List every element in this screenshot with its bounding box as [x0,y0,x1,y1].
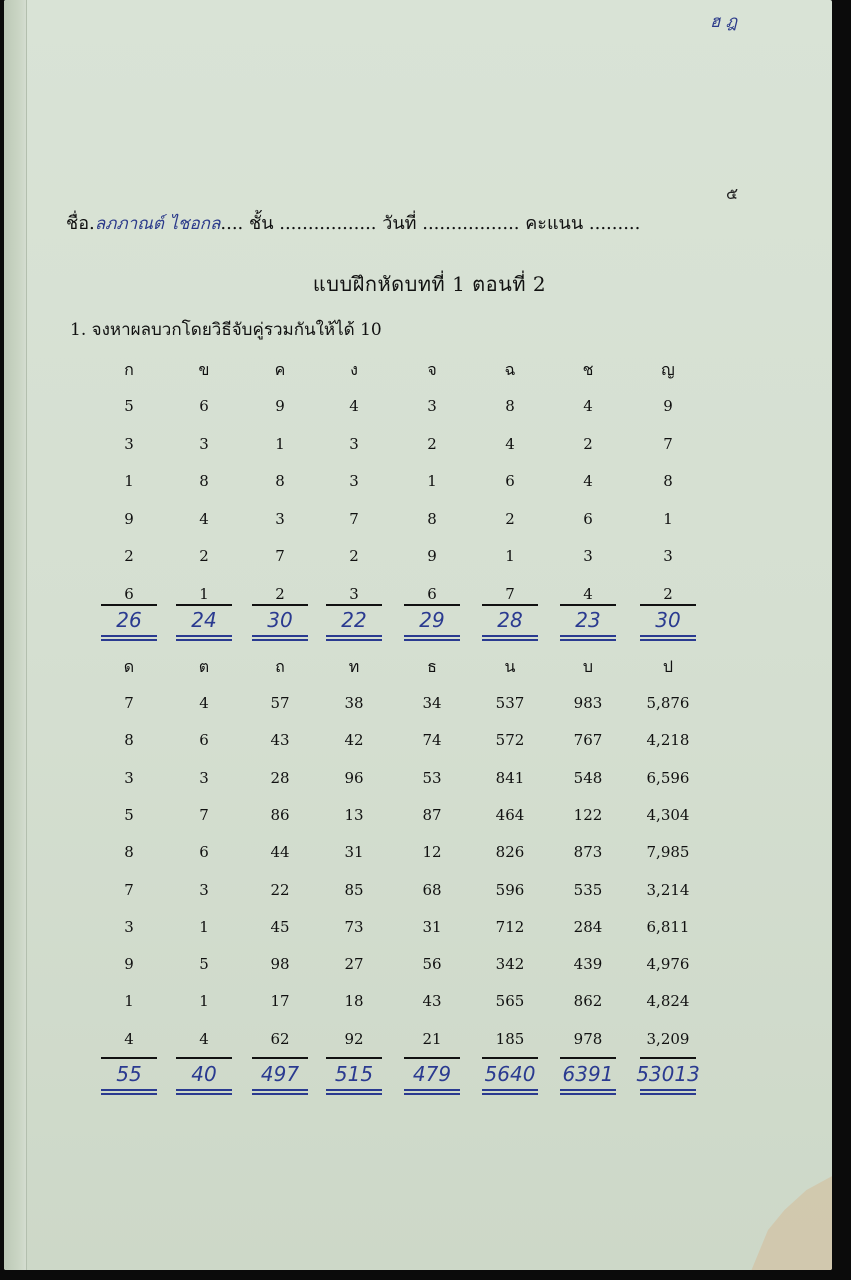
column-header: ฉ [504,360,516,379]
answer-underline [101,1089,157,1091]
addend-number: 122 [573,805,603,824]
addend-number: 42 [344,731,364,750]
addend-number: 284 [573,917,603,936]
answer-underline [482,639,538,641]
corner-handwritten-note: ฮ ฎ [710,12,738,32]
answer-underline [326,639,382,641]
handwritten-answer: 515 [334,1062,374,1086]
page-number: ๕ [726,184,739,203]
answer-underline [404,639,460,641]
handwritten-answer: 53013 [636,1062,700,1086]
addend-number: 9 [275,397,285,415]
date-label: วันที่ [382,213,417,234]
addend-number: 7 [505,584,515,603]
sum-rule [560,604,616,606]
addend-number: 6 [124,584,134,603]
addend-number: 4 [583,472,593,490]
addend-number: 535 [573,880,603,899]
addend-number: 841 [495,768,525,787]
addend-number: 572 [495,731,525,750]
answer-underline [560,639,616,641]
addend-number: 7 [124,880,134,899]
addend-number: 6,596 [646,768,690,787]
addend-number: 1 [124,472,134,490]
addend-number: 4,824 [646,992,690,1011]
addend-number: 12 [422,843,442,862]
column-header: ช [582,360,594,379]
addend-number: 9 [663,397,673,415]
answer-underline [404,1089,460,1091]
addend-number: 3 [583,547,593,565]
addend-number: 6 [199,731,209,750]
answer-underline [326,1093,382,1095]
column-header: ท [348,657,360,676]
question-1: 1. จงหาผลบวกโดยวิธีจับคู่รวมกันให้ได้ 10 [70,320,382,340]
sum-rule [404,1057,460,1059]
addend-number: 87 [422,805,442,824]
answer-underline [404,635,460,637]
addend-number: 7 [275,547,285,565]
addend-number: 2 [505,509,515,528]
addend-number: 4,218 [646,731,690,750]
addend-number: 27 [344,955,364,974]
addend-number: 1 [199,584,209,603]
answer-underline [560,1089,616,1091]
addend-number: 565 [495,992,525,1011]
addend-number: 6,811 [646,917,690,936]
addend-number: 548 [573,768,603,787]
addend-number: 43 [270,731,290,750]
addend-number: 3 [124,917,134,936]
addend-number: 98 [270,955,290,974]
addend-number: 1 [505,547,515,565]
exercise-title: แบบฝึกหัดบทที่ 1 ตอนที่ 2 [312,272,547,296]
addend-number: 5 [199,955,209,974]
addend-number: 92 [344,1029,364,1048]
addend-number: 4 [349,397,359,415]
addend-number: 8 [275,472,285,490]
addend-number: 3 [124,768,134,787]
handwritten-answer: 30 [655,608,681,632]
addend-number: 3 [199,768,209,787]
sum-rule [482,1057,538,1059]
addend-number: 9 [124,955,134,974]
addend-number: 68 [422,880,442,899]
addend-number: 3 [275,509,285,528]
answer-underline [326,635,382,637]
answer-underline [176,639,232,641]
column-header: จ [427,360,437,379]
answer-underline [640,635,696,637]
answer-underline [482,1089,538,1091]
answer-underline [482,635,538,637]
addend-number: 862 [573,992,603,1011]
addend-number: 978 [573,1029,603,1048]
answer-underline [101,1093,157,1095]
addend-number: 983 [573,694,603,712]
addend-number: 44 [270,843,290,862]
addend-number: 2 [427,434,437,453]
addend-number: 31 [344,843,364,862]
addend-number: 7 [663,434,673,453]
answer-underline [252,635,308,637]
answer-underline [560,1093,616,1095]
score-label: คะแนน [525,213,584,234]
addend-number: 62 [270,1029,290,1048]
sum-rule [560,1057,616,1059]
addend-number: 74 [422,731,442,750]
handwritten-answer: 24 [191,608,217,632]
addend-number: 1 [275,434,285,453]
addend-number: 6 [583,509,593,528]
addend-number: 8 [427,509,437,528]
sum-rule [101,604,157,606]
column-header: ญ [661,360,675,379]
handwritten-answer: 29 [419,608,445,632]
column-header: ง [350,360,358,379]
addend-number: 4 [199,1029,209,1048]
addend-number: 53 [422,768,442,787]
addend-number: 2 [199,547,209,565]
handwritten-answer: 55 [116,1062,142,1086]
addend-number: 4,976 [646,955,690,974]
worksheet-page [4,0,832,1270]
column-header: น [504,657,516,676]
addend-number: 73 [344,917,364,936]
addend-number: 1 [427,472,437,490]
sum-rule [404,604,460,606]
addend-number: 1 [124,992,134,1011]
addend-number: 56 [422,955,442,974]
addend-number: 342 [495,955,525,974]
sum-rule [326,604,382,606]
handwritten-answer: 30 [267,608,293,632]
column-header: ก [124,360,134,379]
addend-number: 873 [573,843,603,862]
answer-underline [252,639,308,641]
sum-rule [326,1057,382,1059]
addend-number: 38 [344,694,364,712]
addend-number: 8 [124,731,134,750]
handwritten-answer: 23 [575,608,601,632]
sum-rule [640,604,696,606]
addend-number: 4 [124,1029,134,1048]
addend-number: 712 [495,917,525,936]
addend-number: 9 [427,547,437,565]
addend-number: 2 [583,434,593,453]
addend-number: 4 [505,434,515,453]
addend-number: 13 [344,805,364,824]
addend-number: 439 [573,955,603,974]
addend-number: 2 [349,547,359,565]
addend-number: 3 [349,434,359,453]
answer-underline [176,1089,232,1091]
addend-number: 7,985 [646,843,690,862]
handwritten-answer: 5640 [484,1062,536,1086]
torn-corner [724,1170,832,1270]
addend-number: 57 [270,694,290,712]
addend-number: 767 [573,731,603,750]
answer-underline [640,1089,696,1091]
sum-rule [101,1057,157,1059]
student-name: ลภภาณต์ ไชอกล [94,214,221,234]
addend-number: 537 [495,694,525,712]
addend-number: 6 [427,584,437,603]
addend-number: 3,209 [646,1029,690,1048]
addend-number: 31 [422,917,442,936]
handwritten-answer: 28 [497,608,523,632]
handwritten-answer: 479 [412,1062,452,1086]
answer-underline [640,1093,696,1095]
addend-number: 43 [422,992,442,1011]
answer-underline [640,639,696,641]
addend-number: 86 [270,805,290,824]
addend-number: 5 [124,805,134,824]
answer-underline [560,635,616,637]
addend-number: 5 [124,397,134,415]
addend-number: 28 [270,768,290,787]
page-fold [4,0,27,1270]
addend-number: 45 [270,917,290,936]
addend-number: 9 [124,509,134,528]
addend-number: 85 [344,880,364,899]
column-header: ป [662,657,674,676]
handwritten-answer: 26 [116,608,142,632]
answer-underline [101,635,157,637]
addend-number: 21 [422,1029,442,1048]
handwritten-answer: 497 [260,1062,300,1086]
addend-number: 464 [495,805,525,824]
answer-underline [252,1093,308,1095]
addend-number: 7 [199,805,209,824]
sum-rule [640,1057,696,1059]
addend-number: 3 [427,397,437,415]
addend-number: 185 [495,1029,525,1048]
column-header: ข [198,360,210,379]
addend-number: 8 [124,843,134,862]
addend-number: 3,214 [646,880,690,899]
addend-number: 596 [495,880,525,899]
sum-rule [176,1057,232,1059]
answer-underline [176,1093,232,1095]
handwritten-answer: 40 [191,1062,217,1086]
addend-number: 1 [199,917,209,936]
addend-number: 7 [349,509,359,528]
sum-rule [252,604,308,606]
addend-number: 6 [199,397,209,415]
addend-number: 4 [199,694,209,712]
addend-number: 1 [199,992,209,1011]
addend-number: 1 [663,509,673,528]
addend-number: 22 [270,880,290,899]
addend-number: 4 [583,397,593,415]
answer-underline [252,1089,308,1091]
answer-underline [101,639,157,641]
addend-number: 3 [124,434,134,453]
addend-number: 2 [663,584,673,603]
addend-number: 18 [344,992,364,1011]
grade-label: ชั้น [248,213,274,234]
column-header: บ [582,657,594,676]
addend-number: 6 [505,472,515,490]
addend-number: 8 [199,472,209,490]
addend-number: 8 [663,472,673,490]
handwritten-answer: 22 [341,608,367,632]
student-header: ชื่อ.ลภภาณต์ ไชอกล.... ชั้น ................. วันที่ ................. คะแนน ......... [66,213,641,234]
answer-underline [482,1093,538,1095]
column-header: ด [123,657,135,676]
addend-number: 6 [199,843,209,862]
addend-number: 3 [199,434,209,453]
addend-number: 4,304 [646,805,690,824]
addend-number: 3 [199,880,209,899]
addend-number: 3 [349,584,359,603]
addend-number: 3 [349,472,359,490]
column-header: ถ [275,657,285,676]
addend-number: 8 [505,397,515,415]
column-header: ธ [427,657,437,676]
addend-number: 2 [124,547,134,565]
addend-number: 826 [495,843,525,862]
sum-rule [482,604,538,606]
addend-number: 4 [199,509,209,528]
addend-number: 2 [275,584,285,603]
answer-underline [176,635,232,637]
addend-number: 96 [344,768,364,787]
addend-number: 17 [270,992,290,1011]
name-label: ชื่อ [66,213,90,234]
sum-rule [252,1057,308,1059]
addend-number: 5,876 [646,694,690,712]
sum-rule [176,604,232,606]
addend-number: 3 [663,547,673,565]
addend-number: 34 [422,694,442,712]
column-header: ต [198,657,210,676]
answer-underline [404,1093,460,1095]
handwritten-answer: 6391 [562,1062,614,1086]
column-header: ค [274,360,286,379]
addend-number: 4 [583,584,593,603]
answer-underline [326,1089,382,1091]
addend-number: 7 [124,694,134,712]
